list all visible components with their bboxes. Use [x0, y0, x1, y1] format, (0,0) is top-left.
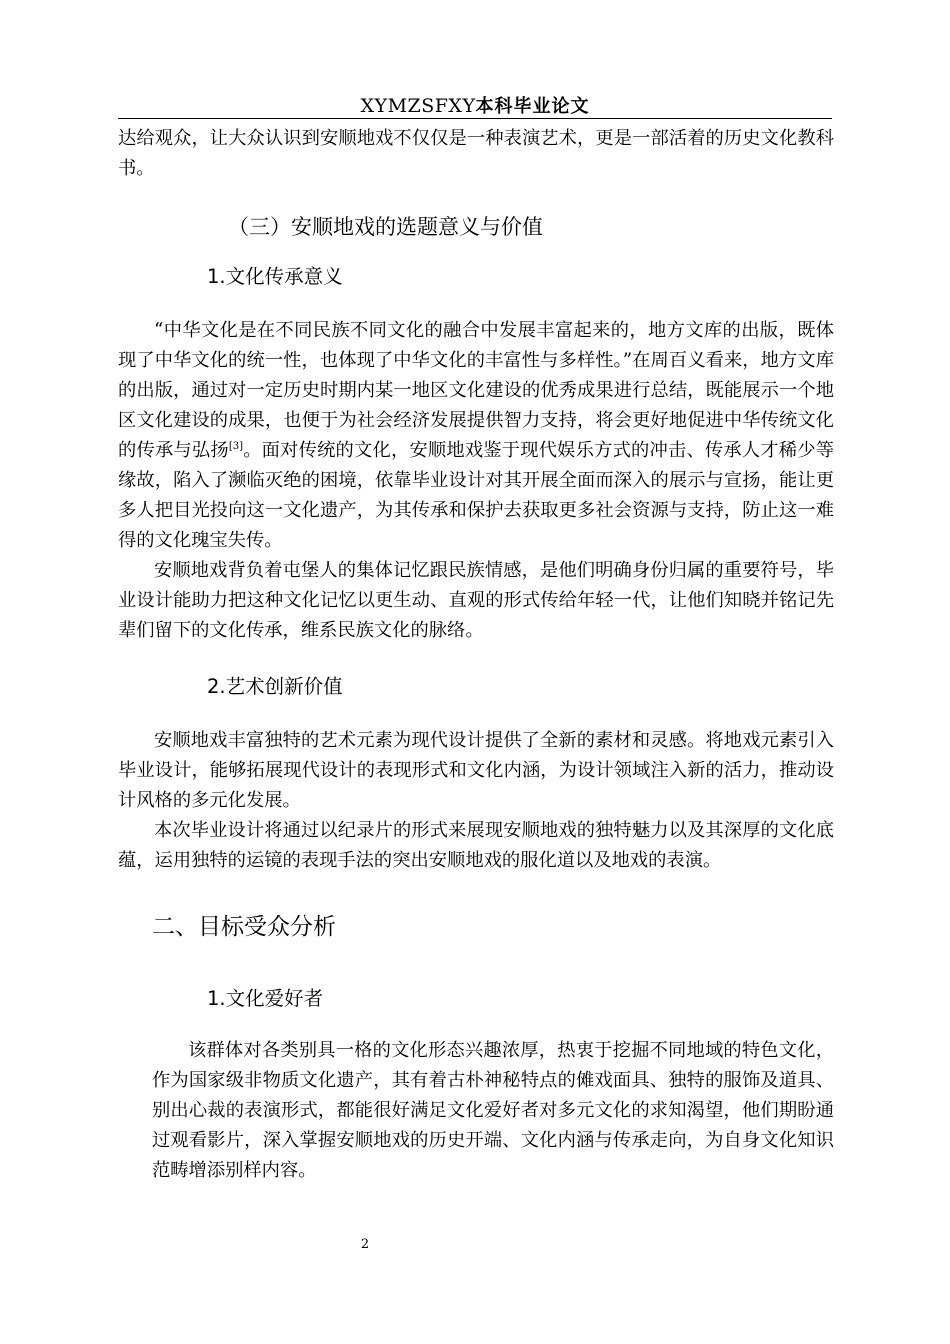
- culture-enthusiasts-block: [118, 1014, 834, 1186]
- chapter-heading-target-audience: 二、目标受众分析: [152, 914, 336, 940]
- subsection-heading-cultural-heritage: 1.文化传承意义: [207, 265, 343, 288]
- innovation-paragraph-1: 安顺地戏丰富独特的艺术元素为现代设计提供了全新的素材和灵感。将地戏元素引入毕业设计，能够拓展现代设计的表现形式和文化内涵，为设计领域注入新的活力，推动设计风格的多元化发展。: [118, 730, 834, 811]
- page-number: 2: [360, 1237, 370, 1252]
- subsection-heading-culture-enthusiasts: 1.文化爱好者: [207, 987, 324, 1010]
- heritage-paragraph-1: [118, 316, 834, 556]
- header-title-suffix: 本科毕业论文: [475, 96, 590, 117]
- header-divider: [118, 118, 832, 119]
- subsection-heading-artistic-innovation: 2.艺术创新价值: [207, 675, 343, 698]
- enthusiasts-paragraph: 该群体对各类别具一格的文化形态兴趣浓厚，热衷于挖掘不同地域的特色文化，作为国家级非物质文化遗产，其有着古朴神秘特点的傩戏面具、独特的服饰及道具、别出心裁的表演形式，都能很好满足文化爱好者对多元文化的求知渴望，他们期盼通过观看影片，深入掌握安顺地戏的历史开端、文化内涵与传承走向，为自身文化知识范畴增添别样内容。: [152, 1040, 834, 1181]
- heritage-paragraph-1-rest: 。面对传统的文化，安顺地戏鉴于现代娱乐方式的冲击、传承人才稀少等缘故，陷入了濒临灭绝的困境，依靠毕业设计对其开展全面而深入的展示与宣扬，能让更多人把目光投向这一文化遗产，为其传承和保护去获取更多社会资源与支持，防止这一难得的文化瑰宝失传。: [118, 440, 835, 551]
- page-content: [118, 124, 834, 1186]
- heritage-paragraph-2: 安顺地戏背负着屯堡人的集体记忆跟民族情感，是他们明确身份归属的重要符号，毕业设计能助力把这种文化记忆以更生动、直观的形式传给年轻一代，让他们知晓并铭记先辈们留下的文化传承，维系民族文化的脉络。: [118, 560, 834, 641]
- header-title-prefix: XYMZSFXY: [360, 95, 476, 117]
- page-header: [0, 92, 950, 118]
- section-heading-significance: （三）安顺地戏的选题意义与价值: [228, 215, 543, 239]
- citation-ref: [3]: [228, 441, 243, 452]
- heritage-paragraph-1-text: “中华文化是在不同民族不同文化的融合中发展丰富起来的，地方文库的出版，既体现了中华文化的统一性，也体现了中华文化的丰富性与多样性。”在周百义看来，地方文库的出版，通过对一定历史时期内某一地区文化建设的优秀成果进行总结，既能展示一个地区文化建设的成果，也便于为社会经济发展提供智力支持，将会更好地促进中华传统文化的传承与弘扬: [118, 320, 834, 461]
- continuation-paragraph: 达给观众，让大众认识到安顺地戏不仅仅是一种表演艺术，更是一部活着的历史文化教科书。: [118, 128, 834, 179]
- innovation-paragraph-2: 本次毕业设计将通过以纪录片的形式来展现安顺地戏的独特魅力以及其深厚的文化底蕴，运用独特的运镜的表现手法的突出安顺地戏的服化道以及地戏的表演。: [118, 820, 834, 871]
